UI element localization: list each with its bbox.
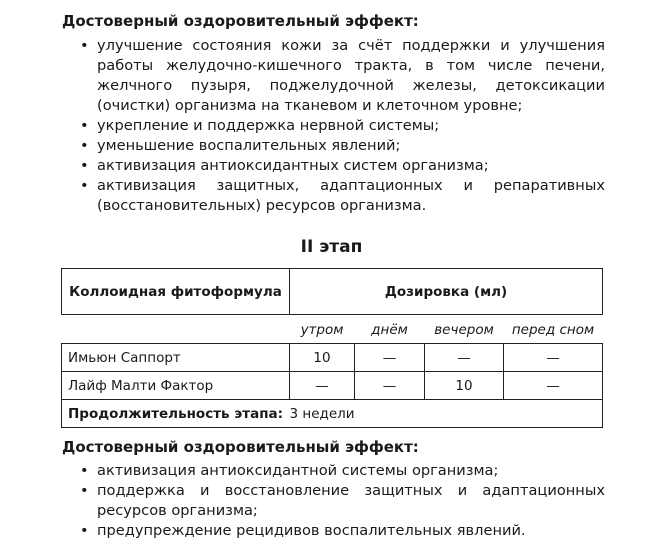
- list-item-text: уменьшение воспалительных явлений;: [97, 137, 401, 154]
- list-item: [80, 36, 605, 116]
- bullet-icon: •: [80, 37, 89, 54]
- bullet-icon: •: [80, 522, 89, 539]
- list-item: [80, 521, 605, 541]
- bullet-icon: •: [80, 117, 89, 134]
- list-item: [80, 481, 605, 521]
- list-item: [80, 461, 605, 481]
- dose-cell: —: [355, 372, 425, 400]
- list-item: [80, 156, 605, 176]
- section-1-list: [80, 36, 605, 216]
- dose-cell: 10: [290, 344, 355, 372]
- dosage-table: [61, 268, 603, 428]
- bullet-icon: •: [80, 177, 89, 194]
- list-item: [80, 116, 605, 136]
- dose-cell: 10: [425, 372, 504, 400]
- duration-label: Продолжительность этапа:: [62, 400, 290, 428]
- list-item-text: активизация антиоксидантной системы организма;: [97, 462, 499, 479]
- bullet-icon: •: [80, 482, 89, 499]
- section-2-list: [80, 461, 605, 541]
- subheader-evening: вечером: [425, 315, 504, 344]
- table-row: [62, 372, 603, 400]
- bullet-icon: •: [80, 137, 89, 154]
- dose-cell: —: [290, 372, 355, 400]
- list-item-text: укрепление и поддержка нервной системы;: [97, 117, 440, 134]
- bullet-icon: •: [80, 157, 89, 174]
- list-item-text: предупреждение рецидивов воспалительных явлений.: [97, 522, 526, 539]
- stage-title: II этап: [300, 237, 363, 257]
- dose-cell: —: [355, 344, 425, 372]
- bullet-icon: •: [80, 462, 89, 479]
- dose-cell: —: [504, 344, 603, 372]
- duration-row: [62, 400, 603, 428]
- duration-value: 3 недели: [290, 400, 603, 428]
- list-item: [80, 176, 605, 216]
- list-item-text: активизация защитных, адаптационных и репаративных (восстановительных) ресурсов организма.: [97, 177, 605, 214]
- list-item: [80, 136, 605, 156]
- empty-cell: [62, 315, 290, 344]
- list-item-text: улучшение состояния кожи за счёт поддержки и улучшения работы желудочно-кишечного тракта, в том числе печени, желчного пузыря, поджелудочной железы, детоксикации (очистки) организма на тканевом и клеточном уровне;: [97, 37, 605, 114]
- table-subheader-row: [62, 315, 603, 344]
- dosage-column-header: Дозировка (мл): [290, 269, 603, 315]
- formula-name: Лайф Малти Фактор: [62, 372, 290, 400]
- list-item-text: активизация антиоксидантных систем организма;: [97, 157, 489, 174]
- formula-column-header: Коллоидная фитоформула: [62, 269, 290, 315]
- dose-cell: —: [425, 344, 504, 372]
- subheader-before-sleep: перед сном: [504, 315, 603, 344]
- formula-name: Имьюн Саппорт: [62, 344, 290, 372]
- table-header-row: [62, 269, 603, 315]
- subheader-day: днём: [355, 315, 425, 344]
- section-2-heading: Достоверный оздоровительный эффект:: [62, 438, 419, 456]
- section-1-heading: Достоверный оздоровительный эффект:: [62, 12, 419, 30]
- table-row: [62, 344, 603, 372]
- dose-cell: —: [504, 372, 603, 400]
- list-item-text: поддержка и восстановление защитных и адаптационных ресурсов организма;: [97, 482, 605, 519]
- subheader-morning: утром: [290, 315, 355, 344]
